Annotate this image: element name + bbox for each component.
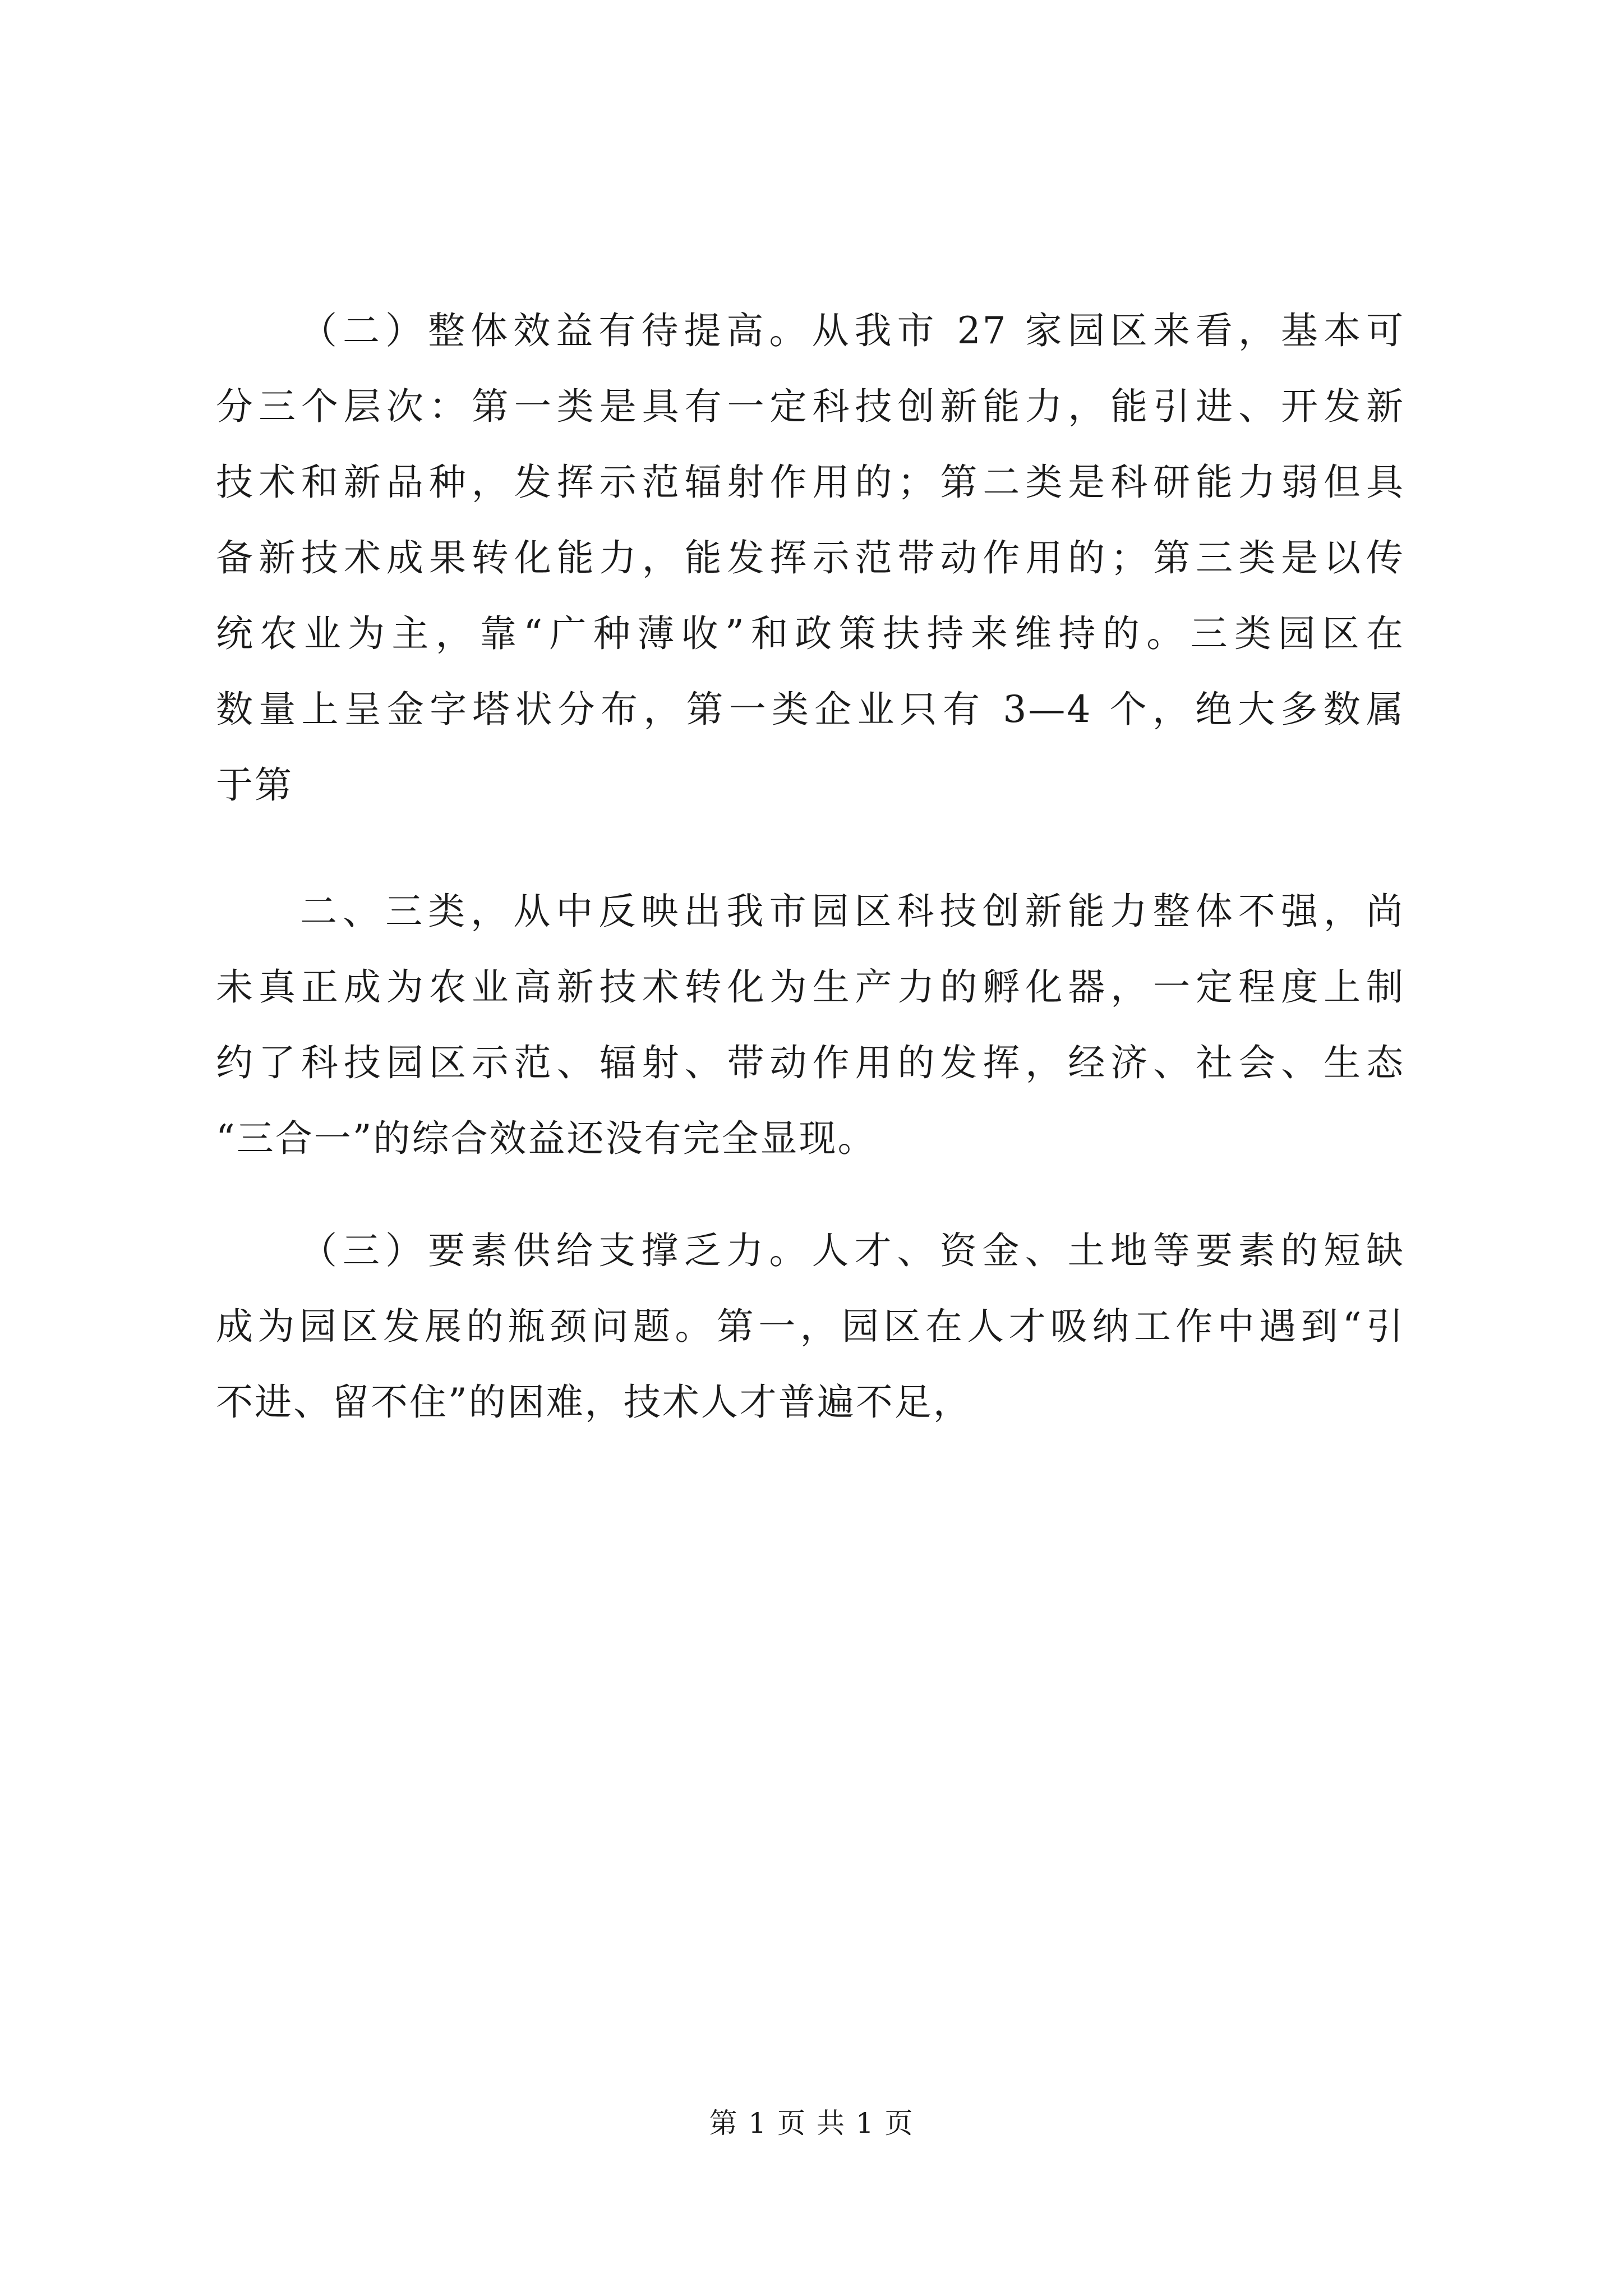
paragraph-2-line-2: 未真正成为农业高新技术转化为生产力的孵化器，一定程度上制	[216, 965, 1405, 1009]
paragraph-1-line-1: （二）整体效益有待提高。从我市 27 家园区来看，基本可	[300, 309, 1405, 352]
paragraph-2-line-3: 约了科技园区示范、辐射、带动作用的发挥，经济、社会、生态	[216, 1041, 1405, 1084]
paragraph-3-line-1: （三）要素供给支撑乏力。人才、资金、土地等要素的短缺	[300, 1229, 1405, 1272]
paragraph-1-line-7: 于第	[216, 763, 293, 807]
paragraph-1-line-5: 统农业为主，靠“广种薄收”和政策扶持来维持的。三类园区在	[216, 612, 1405, 655]
paragraph-3-line-2: 成为园区发展的瓶颈问题。第一，园区在人才吸纳工作中遇到“引	[216, 1305, 1405, 1348]
paragraph-1-line-3: 技术和新品种，发挥示范辐射作用的；第二类是科研能力弱但具	[216, 461, 1405, 504]
paragraph-1-line-6: 数量上呈金字塔状分布，第一类企业只有 3—4 个，绝大多数属	[216, 688, 1405, 731]
paragraph-1-line-4: 备新技术成果转化能力，能发挥示范带动作用的；第三类是以传	[216, 536, 1405, 579]
paragraph-2-line-1: 二、三类，从中反映出我市园区科技创新能力整体不强，尚	[300, 890, 1405, 933]
page-number-footer: 第 1 页 共 1 页	[709, 2107, 914, 2139]
paragraph-1-line-2: 分三个层次：第一类是具有一定科技创新能力，能引进、开发新	[216, 385, 1405, 428]
paragraph-2-line-4: “三合一”的综合效益还没有完全显现。	[216, 1117, 877, 1160]
paragraph-3-line-3: 不进、留不住”的困难，技术人才普遍不足，	[216, 1381, 972, 1424]
